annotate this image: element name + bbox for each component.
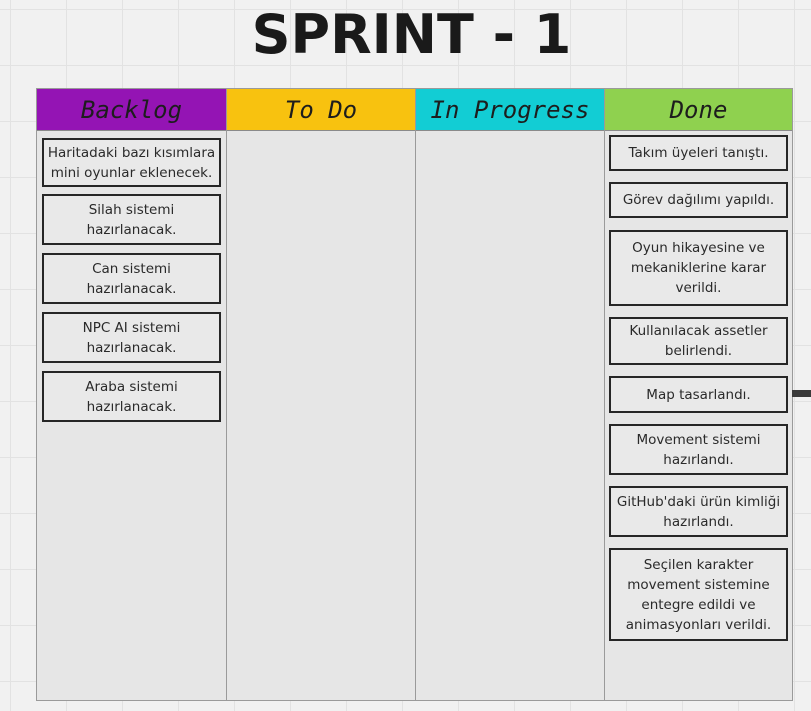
board-title: SPRINT - 1 — [251, 3, 572, 66]
column-title-done: Done — [669, 95, 728, 124]
column-header-backlog[interactable] — [37, 89, 226, 131]
done-card-5[interactable]: Map tasarlandı. — [609, 376, 788, 413]
column-title-backlog: Backlog — [80, 95, 183, 124]
column-in-progress — [415, 88, 605, 701]
column-header-in-progress[interactable] — [416, 89, 604, 131]
backlog-card-3[interactable]: Can sistemi hazırlanacak. — [42, 253, 221, 304]
done-card-2[interactable]: Görev dağılımı yapıldı. — [609, 182, 788, 218]
done-card-8[interactable]: Seçilen karakter movement sistemine entegre edildi ve animasyonları verildi. — [609, 548, 788, 641]
column-to-do — [226, 88, 416, 701]
connector-line — [792, 390, 811, 397]
column-title-to-do: To Do — [284, 95, 358, 124]
backlog-card-1[interactable]: Haritadaki bazı kısımlara mini oyunlar eklenecek. — [42, 138, 221, 187]
done-card-7[interactable]: GitHub'daki ürün kimliği hazırlandı. — [609, 486, 788, 537]
backlog-card-2[interactable]: Silah sistemi hazırlanacak. — [42, 194, 221, 245]
column-header-to-do[interactable] — [227, 89, 415, 131]
done-card-6[interactable]: Movement sistemi hazırlandı. — [609, 424, 788, 475]
done-card-1[interactable]: Takım üyeleri tanıştı. — [609, 135, 788, 171]
done-card-3[interactable]: Oyun hikayesine ve mekaniklerine karar verildi. — [609, 230, 788, 306]
backlog-card-5[interactable]: Araba sistemi hazırlanacak. — [42, 371, 221, 422]
column-title-in-progress: In Progress — [430, 95, 590, 124]
backlog-card-4[interactable]: NPC AI sistemi hazırlanacak. — [42, 312, 221, 363]
done-card-4[interactable]: Kullanılacak assetler belirlendi. — [609, 317, 788, 365]
column-header-done[interactable] — [605, 89, 792, 131]
kanban-board — [36, 88, 793, 701]
